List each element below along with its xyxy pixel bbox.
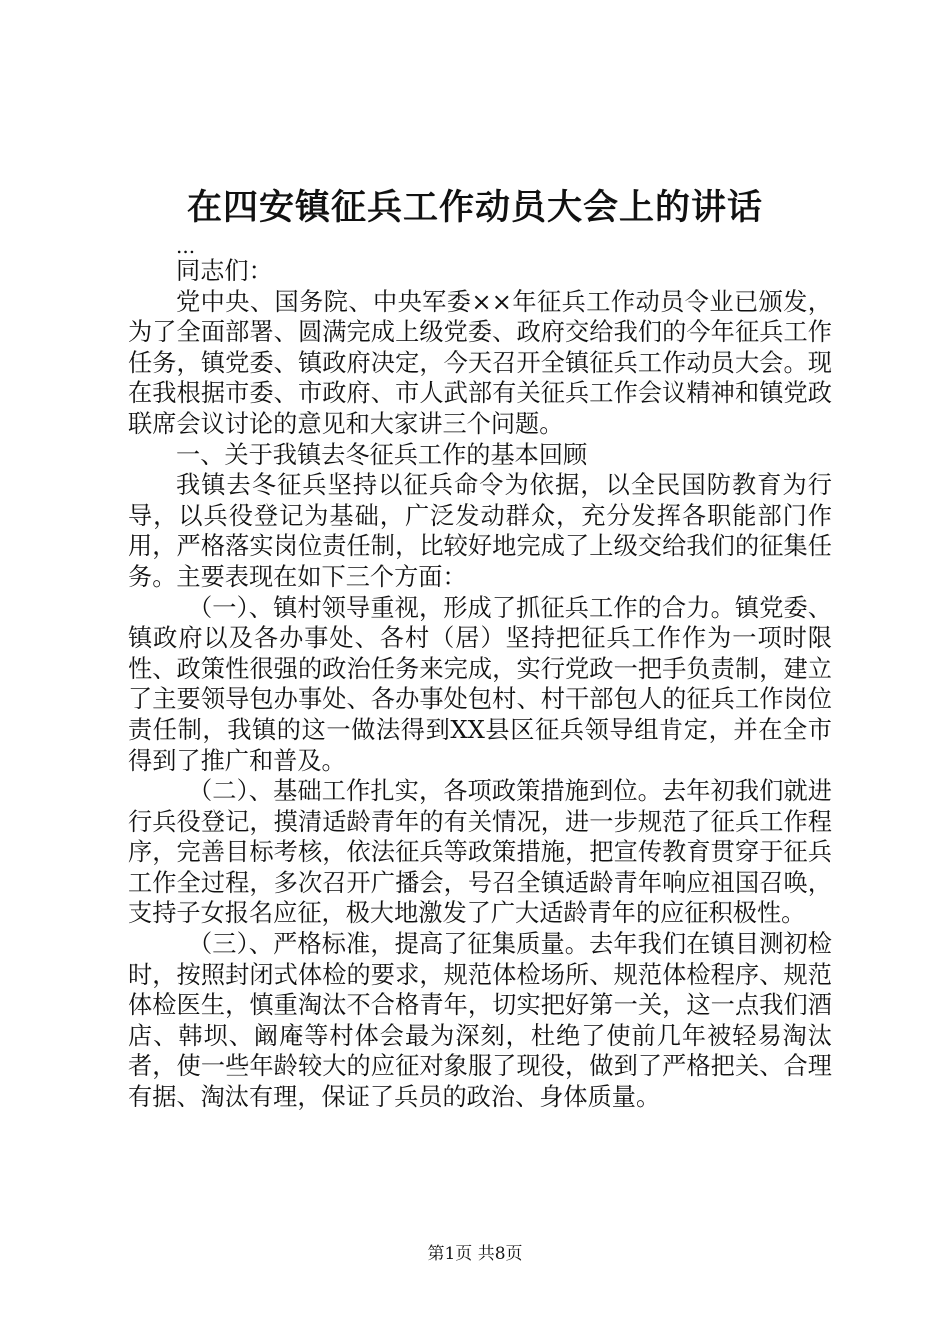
ellipsis-mark: ... [176,234,196,258]
document-title: 在四安镇征兵工作动员大会上的讲话 [186,187,763,228]
section-heading-review: 一、关于我镇去冬征兵工作的基本回顾 [176,440,588,469]
paragraph-intro: 党中央、国务院、中央军委××年征兵工作动员令业已颁发，为了全面部署、圆满完成上级党委、政府交给我们的今年征兵工作任务，镇党委、镇政府决定，今天召开全镇征兵工作动员大会。现在我根据市委、市政府、市人武部有关征兵工作会议精神和镇党政联席会议讨论的意见和大家讲三个问题。 [128,287,832,438]
paragraph-point-three: （三）、严格标准，提高了征集质量。去年我们在镇目测初检时，按照封闭式体检的要求，规范体检场所、规范体检程序、规范体检医生，慎重淘汰不合格青年，切实把好第一关，这一点我们酒店、韩坝、阚庵等村体会最为深刻，杜绝了使前几年被轻易淘汰者，使一些年龄较大的应征对象服了现役，做到了严格把关、合理有据、淘汰有理，保证了兵员的政治、身体质量。 [128,930,832,1112]
page-number-footer: 第1页 共8页 [427,1244,523,1264]
salutation: 同志们： [176,257,273,285]
paragraph-point-one: （一）、镇村领导重视，形成了抓征兵工作的合力。镇党委、镇政府以及各办事处、各村（居）坚持把征兵工作作为一项时限性、政策性很强的政治任务来完成，实行党政一把手负责制，建立了主要领导包办事处、各办事处包村、村干部包人的征兵工作岗位责任制，我镇的这一做法得到XX县区征兵领导组肯定，并在全市得到了推广和普及。 [128,593,832,775]
paragraph-review: 我镇去冬征兵坚持以征兵命令为依据，以全民国防教育为行导，以兵役登记为基础，广泛发动群众，充分发挥各职能部门作用，严格落实岗位责任制，比较好地完成了上级交给我们的征集任务。主要表现在如下三个方面： [128,471,832,591]
paragraph-point-two: （二）、基础工作扎实，各项政策措施到位。去年初我们就进行兵役登记，摸清适龄青年的有关情况，进一步规范了征兵工作程序，完善目标考核，依法征兵等政策措施，把宣传教育贯穿于征兵工作全过程，多次召开广播会，号召全镇适龄青年响应祖国召唤，支持子女报名应征，极大地激发了广大适龄青年的应征积极性。 [128,777,832,928]
document-body [128,236,832,1113]
